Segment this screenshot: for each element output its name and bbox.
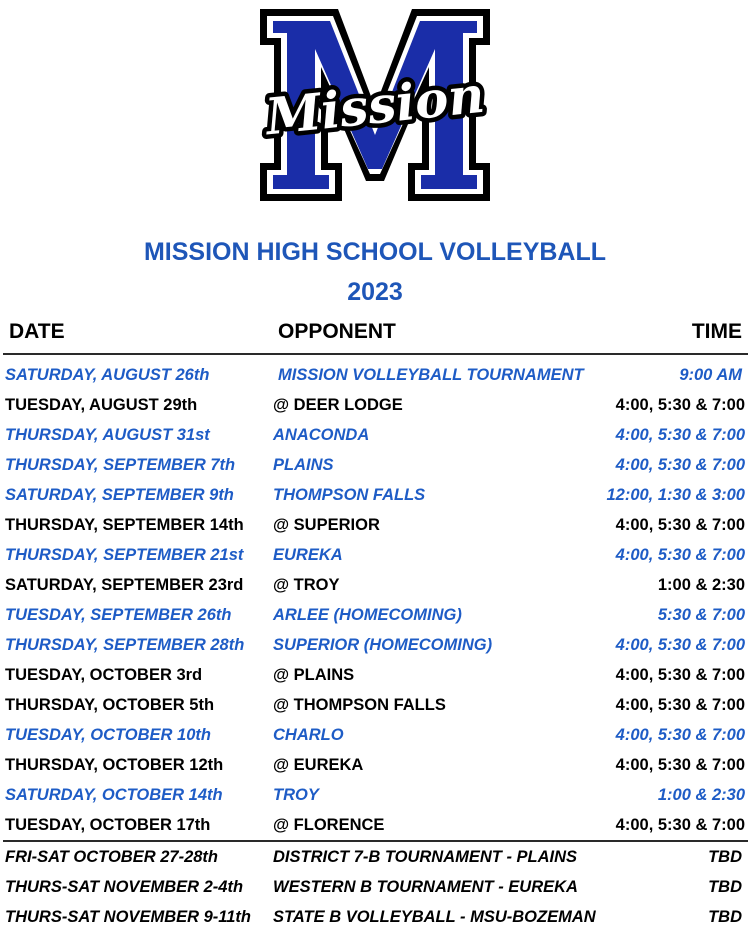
game-date: SATURDAY, AUGUST 26th <box>5 366 210 384</box>
game-opponent: @ FLORENCE <box>273 816 385 834</box>
game-date: TUESDAY, AUGUST 29th <box>5 396 198 414</box>
column-header-date: DATE <box>9 320 65 343</box>
game-time: 4:00, 5:30 & 7:00 <box>615 696 745 714</box>
postseason-row <box>0 872 750 902</box>
game-date: TUESDAY, SEPTEMBER 26th <box>5 606 232 624</box>
game-time: 4:00, 5:30 & 7:00 <box>615 816 745 834</box>
game-opponent: @ EUREKA <box>273 756 364 774</box>
game-time: 4:00, 5:30 & 7:00 <box>615 726 745 744</box>
schedule-row <box>0 540 750 570</box>
schedule-row <box>0 480 750 510</box>
page-title: MISSION HIGH SCHOOL VOLLEYBALL <box>143 238 607 266</box>
game-time: 4:00, 5:30 & 7:00 <box>615 456 745 474</box>
game-opponent: EUREKA <box>273 546 343 564</box>
schedule-row <box>0 390 750 420</box>
game-time: 5:30 & 7:00 <box>657 606 745 624</box>
game-time: 12:00, 1:30 & 3:00 <box>606 486 745 504</box>
game-opponent: CHARLO <box>273 726 344 744</box>
event-name: DISTRICT 7-B TOURNAMENT - PLAINS <box>273 848 578 866</box>
schedule-row <box>0 810 750 840</box>
schedule-row <box>0 720 750 750</box>
schedule-row <box>0 690 750 720</box>
event-name: WESTERN B TOURNAMENT - EUREKA <box>273 878 578 896</box>
game-time: 4:00, 5:30 & 7:00 <box>615 516 745 534</box>
postseason-row <box>0 902 750 932</box>
event-date: THURS-SAT NOVEMBER 2-4th <box>5 878 244 896</box>
game-date: TUESDAY, OCTOBER 17th <box>5 816 211 834</box>
game-date: THURSDAY, SEPTEMBER 28th <box>5 636 245 654</box>
game-time: 4:00, 5:30 & 7:00 <box>615 666 745 684</box>
event-date: THURS-SAT NOVEMBER 9-11th <box>5 908 251 926</box>
game-opponent: PLAINS <box>273 456 334 474</box>
game-date: TUESDAY, OCTOBER 3rd <box>5 666 203 684</box>
game-date: THURSDAY, OCTOBER 5th <box>5 696 215 714</box>
event-time: TBD <box>708 848 742 866</box>
game-date: THURSDAY, SEPTEMBER 21st <box>5 546 244 564</box>
season-year: 2023 <box>347 278 403 306</box>
game-time: 4:00, 5:30 & 7:00 <box>615 756 745 774</box>
column-header-time: TIME <box>691 320 742 343</box>
schedule-row <box>0 660 750 690</box>
game-time: 4:00, 5:30 & 7:00 <box>615 426 745 444</box>
event-date: FRI-SAT OCTOBER 27-28th <box>5 848 218 866</box>
game-opponent: @ SUPERIOR <box>273 516 380 534</box>
game-opponent: THOMPSON FALLS <box>273 486 426 504</box>
schedule-row <box>0 450 750 480</box>
schedule-row <box>0 360 750 390</box>
game-opponent: @ PLAINS <box>273 666 355 684</box>
mission-logo <box>230 5 520 205</box>
header-divider <box>3 353 748 355</box>
game-date: SATURDAY, SEPTEMBER 23rd <box>5 576 244 594</box>
schedule-row <box>0 600 750 630</box>
game-date: THURSDAY, SEPTEMBER 7th <box>5 456 236 474</box>
game-opponent: MISSION VOLLEYBALL TOURNAMENT <box>278 366 584 384</box>
mission-m-logo-icon <box>230 5 520 205</box>
game-time: 1:00 & 2:30 <box>657 576 745 594</box>
game-date: THURSDAY, OCTOBER 12th <box>5 756 224 774</box>
game-opponent: @ THOMPSON FALLS <box>273 696 446 714</box>
game-time: 4:00, 5:30 & 7:00 <box>615 636 745 654</box>
postseason-row <box>0 842 750 872</box>
game-opponent: @ TROY <box>273 576 340 594</box>
column-header-opponent: OPPONENT <box>278 320 396 343</box>
schedule-row <box>0 570 750 600</box>
game-time: 4:00, 5:30 & 7:00 <box>615 546 745 564</box>
game-date: TUESDAY, OCTOBER 10th <box>5 726 211 744</box>
game-time: 1:00 & 2:30 <box>657 786 745 804</box>
game-opponent: TROY <box>273 786 319 804</box>
game-date: THURSDAY, SEPTEMBER 14th <box>5 516 244 534</box>
event-name: STATE B VOLLEYBALL - MSU-BOZEMAN <box>273 908 596 926</box>
game-date: SATURDAY, SEPTEMBER 9th <box>5 486 234 504</box>
game-date: SATURDAY, OCTOBER 14th <box>5 786 223 804</box>
game-date: THURSDAY, AUGUST 31st <box>5 426 210 444</box>
event-time: TBD <box>708 908 742 926</box>
game-opponent: @ DEER LODGE <box>273 396 403 414</box>
game-opponent: ARLEE (HOMECOMING) <box>273 606 462 624</box>
schedule-row <box>0 420 750 450</box>
schedule-row <box>0 750 750 780</box>
schedule-row <box>0 630 750 660</box>
game-opponent: SUPERIOR (HOMECOMING) <box>273 636 493 654</box>
schedule-row <box>0 510 750 540</box>
svg-text:Mission: Mission <box>262 64 488 147</box>
game-opponent: ANACONDA <box>273 426 370 444</box>
schedule-row <box>0 780 750 810</box>
event-time: TBD <box>708 878 742 896</box>
game-time: 4:00, 5:30 & 7:00 <box>615 396 745 414</box>
game-time: 9:00 AM <box>679 366 742 384</box>
